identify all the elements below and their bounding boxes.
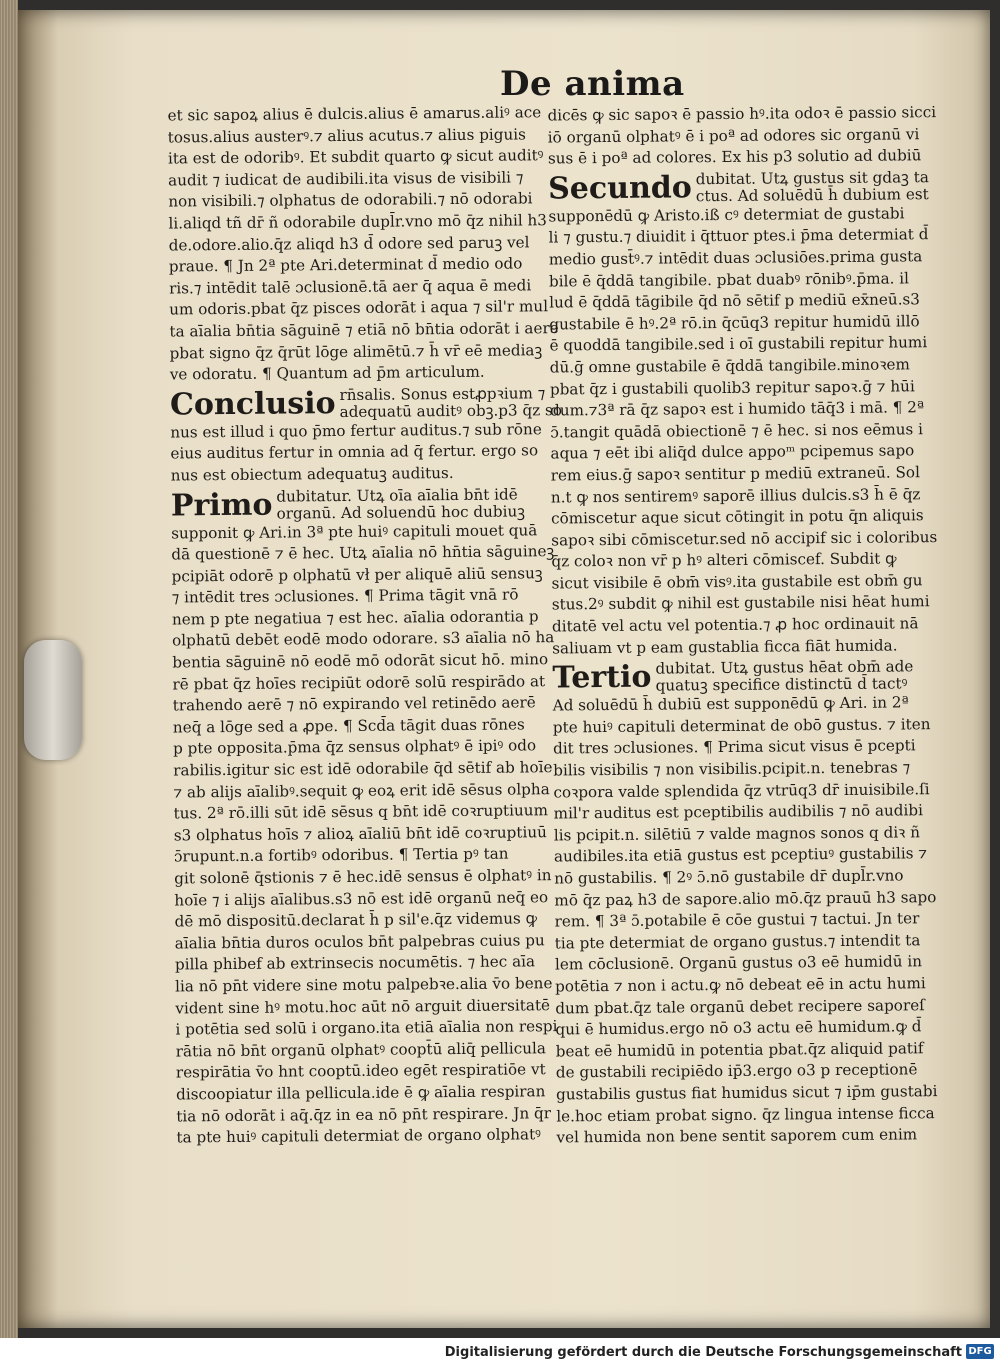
heading-rest-line: ctus. Ad soluēdū h̄ dubium est <box>695 184 929 205</box>
text-line: de gustabili recipiēdo ip̄3.ergo o3 p receptionē <box>555 1060 918 1082</box>
text-line: potētia ⁊ non i actu.ꝙ nō debeat eē in actu humi <box>555 974 926 996</box>
text-line: ris.⁊ intēdit talē ɔclusionē.tā aer q̄̄ aqua ē medi <box>168 276 532 298</box>
text-line: discoopiatur illa pellicula.ide ē ꝙ aīalia respiran <box>176 1082 546 1104</box>
text-line: non visibili.⁊ olphatus de odorabili.⁊ nō odorabi <box>168 189 533 211</box>
text-line: vident sine hꝰ motu.hoc aūt nō arguit diuersitatē <box>175 995 551 1018</box>
text-line: rātia nō bn̄t organū olphatꝰ coopt̄ū aliq̄ pellicula <box>175 1038 547 1061</box>
heading-rest-line: dubitat. Utꝝ gustus hēat obm̄ ade <box>655 657 914 678</box>
text-line: saliuam vt p eam gustablia ficca fiāt humida. <box>552 636 898 658</box>
heading-word: Conclusio <box>169 385 336 423</box>
text-line: hoīe ⁊ i alijs aīalibus.s3 nō est idē organū neq̄ eo <box>174 887 549 910</box>
text-line: tus. 2ª rō.illi sūt idē sēsus q bn̄t idē coꝛruptiuum <box>173 801 549 823</box>
text-line: ɔ̄.tangit quādā obiectionē ⁊ ē hec. si nos eēmus i <box>550 419 924 442</box>
text-line: nus est illud i quo p̄mo fertur auditus.⁊ sub rōne <box>170 419 542 442</box>
text-line: medio gust̄ꝰ.⁊ intēdit duas ɔclusiōes.prima gusta <box>548 247 923 269</box>
text-line: stus.2ꝰ subdit ꝙ nihil est gustabile nisi hēat humi <box>551 592 930 614</box>
text-line: p pte opposita.p̄ma q̄z sensus olphatꝰ ē ipiꝰ odo <box>172 736 537 758</box>
text-line: audibiles.ita etiā gustus est pceptiuꝰ gustabilis ⁊ <box>553 844 928 866</box>
text-line: rem eius.ḡ sapoꝛ sentitur p mediū extraneū. Sol <box>550 463 920 485</box>
running-head: De anima <box>500 64 685 104</box>
text-line: vel humida non bene sentit saporem cum enim <box>556 1125 918 1147</box>
text-line: rem. ¶ 3ª ɔ̄.potabile ē cōe gustui ⁊ tactui. Jn ter <box>554 909 920 931</box>
text-line: et sic sapoꝝ alius ē dulcis.alius ē amarus.aliꝰ ace <box>167 103 542 125</box>
text-line: supponit ꝙ Ari.in 3ª pte huiꝰ capituli mouet quā <box>171 520 538 542</box>
left-lines-c <box>171 520 558 1149</box>
text-line: rabilis.igitur sic est idē odorabile q̄d sētif ab hoīe <box>173 758 553 780</box>
text-line: ɔ̄rupunt.n.a fortibꝰ odoribus. ¶ Tertia pꝰ tan <box>173 844 509 866</box>
right-lines-a <box>547 103 937 171</box>
text-line: ita est de odoribꝰ. Et subdit quarto ꝙ sicut auditꝰ <box>167 146 544 168</box>
left-column <box>167 103 563 1150</box>
text-line: bile ē q̄ddā tangibile. pbat duabꝰ rōnibꝰ.p̄ma. il <box>548 268 910 291</box>
heading-rest-line: dubitatur. Utꝝ oīa aīalia bn̄t idē <box>276 484 518 506</box>
heading-rest-line: adequatū auditꝰ obꝫ.p3 q̄z so <box>339 400 563 421</box>
heading-word: Secundo <box>548 170 692 207</box>
text-line: s3 olphatus hoīs ⁊ alioꝝ aīaliū bn̄t idē coꝛruptiuū <box>173 823 547 845</box>
left-lines-a <box>167 103 559 387</box>
text-line: ve odoratu. ¶ Quantum ad p̄m articulum. <box>169 362 485 384</box>
heading-word: Primo <box>170 487 273 523</box>
text-line: de.odore.alio.q̄z aliqd h3 d̄ odore sed paruꝫ vel <box>168 232 530 255</box>
page-clip <box>24 640 82 760</box>
text-line: nō gustabilis. ¶ 2ꝰ ɔ̄.nō gustabile dr̄ dupl̄r.vno <box>554 866 904 888</box>
text-line: ⁊ intēdit tres ɔclusiones. ¶ Prima tāgit vnā rō <box>171 585 519 607</box>
heading-rest-line: dubitat. Utꝝ gustus sit gdaꝫ ta <box>695 167 929 188</box>
text-line: sapoꝛ sibi cōmiscetur.sed nō accipif sic i coloribus <box>551 527 938 550</box>
text-line: audit ⁊ iudicat de audibili.ita visus de visibili ⁊ <box>168 168 524 190</box>
text-line: lem cōclusionē. Organū gustus o3 eē humidū in <box>554 952 923 974</box>
text-line: aīalia bn̄tia duros oculos bn̄t palpebras cuius pu <box>174 931 545 953</box>
text-line: cōmiscetur aque sicut cōtingit in potu q̄n aliquis <box>550 506 924 528</box>
text-line: tia nō odorāt i aq̄.q̄z in ea nō pn̄t respirare. Jn q̄r <box>176 1103 552 1125</box>
heading-rest-line: organū. Ad soluendū hoc dubiuꝫ <box>276 501 526 523</box>
text-line: dē mō dispositū.declarat h̄ p sil'e.q̄z videmus ꝙ <box>174 909 538 931</box>
text-line: bentia sāguinē nō eodē mō odorāt sicut hō. mino <box>172 650 549 672</box>
text-line: li ⁊ gustu.⁊ diuidit i q̄ttuor ptes.i p̄ma determiat d̄ <box>548 225 929 247</box>
dfg-logo-icon: DFG <box>966 1344 994 1359</box>
text-line: coꝛpora valde splendida q̄z vtrūq3 dr̄ inuisibile.ſi <box>553 779 930 802</box>
text-line: dā questionē ⁊ ē hec. Utꝝ aīalia nō hn̄tia sāguineꝫ <box>171 542 555 564</box>
text-line: mil'r auditus est pceptibilis audibilis ⁊ nō audibi <box>553 801 923 823</box>
heading-secundo <box>548 167 929 207</box>
heading-rest-line: rn̄salis. Sonus estꝓpꝛium ⁊ <box>339 383 546 404</box>
left-lines-b <box>170 419 542 487</box>
right-column <box>547 103 938 1150</box>
text-line: lud ē q̄ddā tāgibile q̄d nō sētif p mediū ex̄neū.s3 <box>549 290 921 312</box>
text-line: eius auditus fertur in omnia ad q̄ fertur. ergo so <box>170 441 539 463</box>
text-line: um odoris.pbat q̄z pisces odorāt i aqua ⁊ sil'r mul <box>169 297 549 319</box>
text-line: pilla phibef ab extrinsecis nocumētis. ⁊ hec aīa <box>174 952 536 974</box>
text-line: dum pbat.q̄z tale organū debet recipere saporeſ <box>555 995 925 1018</box>
book-page-edges <box>0 0 18 1338</box>
text-line: nem p pte negatiua ⁊ est hec. aīalia odorantia p <box>171 607 539 629</box>
text-line: lis pcipit.n. silētiū ⁊ valde magnos sonos q diꝛ ñ <box>553 823 921 845</box>
text-line: dū.ḡ omne gustabile ē q̄ddā tangibile.minoꝛem <box>549 355 910 377</box>
text-line: dicēs ꝙ sic sapoꝛ ē passio hꝰ.ita odoꝛ ē passio sicci <box>547 103 937 125</box>
text-line: praue. ¶ Jn 2ª pte Ari.determinat d̄ medio odo <box>168 254 523 276</box>
footer-credit-text: Digitalisierung gefördert durch die Deutsche Forschungsgemeinschaft <box>444 1345 962 1360</box>
text-line: qui ē humidus.ergo nō o3 actu eē humidum.ꝙ d̄ <box>555 1017 922 1039</box>
text-line: gustabilis gustus fiat humidus sicut ⁊ ip̄m gustabi <box>556 1082 938 1104</box>
text-line: supponēdū ꝙ Aristo.iß cꝰ determiat de gustabi <box>548 204 905 226</box>
text-line: sicut visibile ē obm̄ visꝰ.ita gustabile est obm̄ gu <box>551 571 923 593</box>
text-line: li.aliqd tñ dr̄ ñ odorabile dupl̄r.vno mō q̄z nihil h3 <box>168 211 548 233</box>
text-line: ditatē vel actu vel potentia.⁊ ꝓ hoc ordinauit nā <box>551 614 919 636</box>
heading-word: Tertio <box>552 659 652 696</box>
text-line: dit tres ɔclusiones. ¶ Prima sicut visus ē pcepti <box>552 736 916 758</box>
text-line: pte huiꝰ capituli determinat de obō gustus. ⁊ iten <box>552 715 931 737</box>
text-line: i potētia sed solū i organo.ita etiā aīalia non respi <box>175 1017 558 1039</box>
text-line: gustabile ē hꝰ.2ª rō.in q̄cūq3 repitur humidū illō <box>549 312 920 334</box>
text-line: aqua ⁊ eēt ibi aliq̄d dulce appoᵐ pcipemus sapo <box>550 441 915 463</box>
text-line: ta pte huiꝰ capituli determiat de organo olphatꝰ <box>176 1125 542 1147</box>
heading-rest <box>276 486 525 522</box>
text-line: nus est obiectum adequatuꝫ auditus. <box>170 463 454 485</box>
text-line: ⁊ ab alijs aīalibꝰ.sequit ꝙ eoꝝ erit idē sēsus olpha <box>173 779 550 802</box>
text-line: respirātia v̄o hnt cooptū.ideo egēt respiratiōe vt <box>175 1060 546 1082</box>
text-line: iō organū olphatꝰ ē i poª ad odores sic organū vi <box>547 124 920 147</box>
text-line: pcipiāt odorē p olphatū vł per aliquē aliū sensuꝫ <box>171 563 543 586</box>
heading-tertio <box>552 657 914 696</box>
text-line: beat eē humidū in potentia pbat.q̄z aliquid patif <box>555 1039 924 1061</box>
heading-conclusio <box>169 383 563 423</box>
heading-primo <box>170 484 526 523</box>
text-line: ta aīalia bn̄tia sāguinē ⁊ etiā nō bn̄tia odorāt i aere <box>169 319 559 341</box>
text-line: dum.⁊3ª rā q̄z sapoꝛ est i humido tāq̄3 i mā. ¶ 2ª <box>550 398 925 420</box>
text-line: tosus.alius austerꝰ.⁊ alius acutus.⁊ alius piguis <box>167 124 526 147</box>
text-line: olphatū debēt eodē modo odorare. s3 aīalia nō ha <box>172 628 555 650</box>
text-line: mō q̄z paꝝ h3 de sapore.alio mō.q̄z prauū h3 sapo <box>554 887 937 910</box>
text-line: n.t ꝙ nos sentiremꝰ saporē illius dulcis.s3 h̄ ē q̄z <box>550 484 921 506</box>
text-line: pbat signo q̄z q̄rūt lōge alimētū.⁊ h̄ vr̄ eē mediaꝫ <box>169 340 543 363</box>
text-line: git solonē q̄stionis ⁊ ē hec.idē sensus ē olphatꝰ in <box>174 866 552 888</box>
heading-rest-line: quatuꝫ specifice distinctū d̄ tactꝰ <box>655 674 908 695</box>
text-line: q̄z coloꝛ non vr̄ p hꝰ alteri cōmiscef. Subdit ꝙ <box>551 549 897 571</box>
text-line: pbat q̄z i gustabili quolib3 repitur sapoꝛ.ḡ ⁊ hūi <box>549 376 915 399</box>
digitization-footer <box>0 1338 1000 1365</box>
text-line: le.hoc etiam probat signo. q̄z lingua intense ficca <box>556 1103 935 1125</box>
text-line: lia nō pn̄t videre sine motu palpebꝛe.alia v̄o bene <box>175 974 553 996</box>
text-line: tia pte determiat de organo gustus.⁊ intendit ta <box>554 931 921 953</box>
text-line: Ad soluēdū h̄ dubiū est supponēdū ꝙ Ari. in 2ª <box>552 693 909 715</box>
text-line: rē pbat q̄z hoīes recipiūt odorē solū respirādo at <box>172 671 546 694</box>
text-line: bilis visibilis ⁊ non visibilis.pcipit.n. tenebras ⁊ <box>553 758 911 780</box>
right-lines-c <box>552 693 938 1149</box>
heading-rest <box>696 169 929 205</box>
text-line: sus ē i poª ad colores. Ex his p3 solutio ad dubiū <box>547 146 922 168</box>
text-line: neq̄ a lōge sed a ꝓpe. ¶ Scd̄a tāgit duas rōnes <box>172 715 525 737</box>
heading-rest <box>339 385 562 421</box>
heading-rest <box>655 659 913 695</box>
text-line: ē quoddā tangibile.sed i oī gustabili repitur humi <box>549 333 928 355</box>
text-line: trahendo aerē ⁊ nō expirando vel retinēdo aerē <box>172 693 536 715</box>
right-lines-b <box>548 203 938 659</box>
